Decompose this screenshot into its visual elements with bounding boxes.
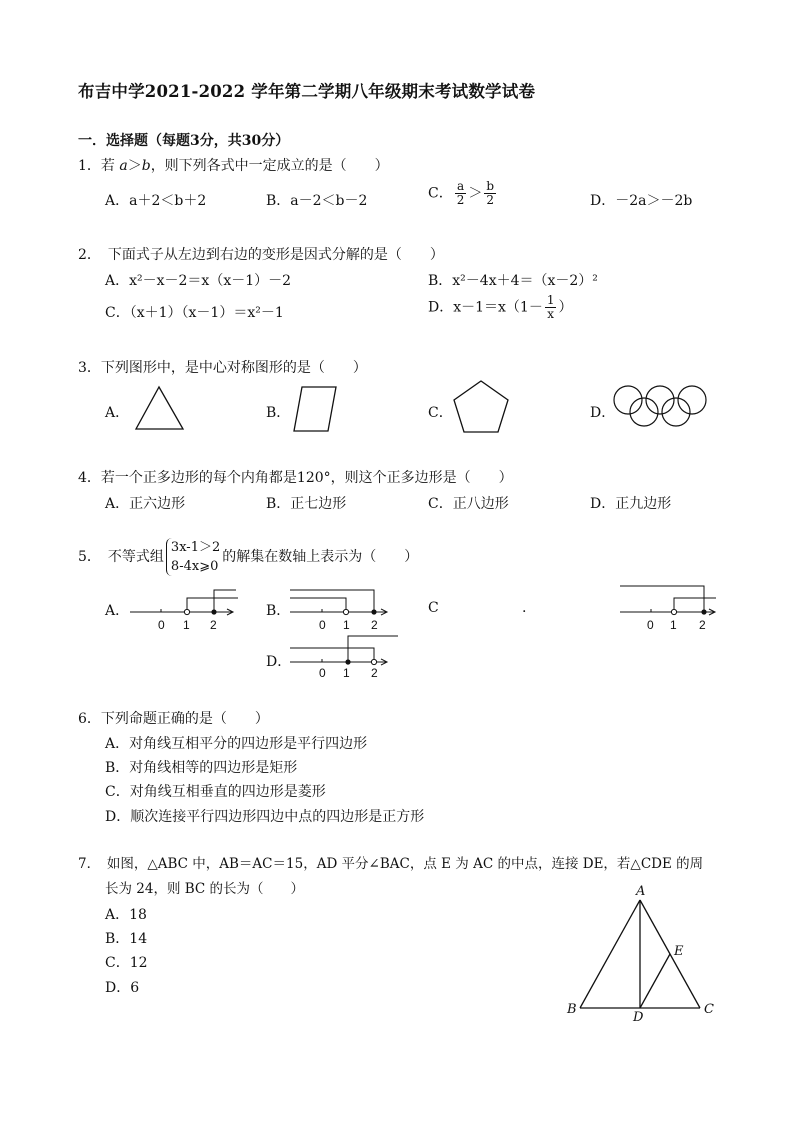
q1-c-den2: 2	[486, 193, 495, 207]
q1-c-den1: 2	[456, 193, 465, 207]
q3-option-b-label[interactable]: B．	[266, 405, 291, 421]
vertex-c-label: C	[704, 1002, 714, 1017]
vertex-a-label: A	[636, 884, 646, 899]
number-line-d	[288, 634, 398, 668]
q5d-tick-0: 0	[319, 666, 326, 680]
q5c-tick-0: 0	[647, 618, 654, 632]
q1-c-frac2	[484, 180, 496, 207]
q4-option-c[interactable]: C．正八边形	[428, 496, 509, 512]
q2-d-start: D．x－1＝x（1－	[428, 299, 543, 316]
question-5-stem	[78, 538, 418, 576]
q1-option-a[interactable]: A．a＋2＜b＋2	[105, 193, 207, 209]
olympic-rings-figure	[612, 384, 712, 430]
q5a-tick-2: 2	[210, 618, 217, 632]
q6-option-c[interactable]: C．对角线互相垂直的四边形是菱形	[105, 784, 326, 800]
triangle-figure	[135, 386, 185, 432]
section-heading: 一．选择题（每题3分，共30分）	[78, 133, 290, 149]
q1-var-b: b	[141, 158, 151, 174]
q5a-tick-0: 0	[158, 618, 165, 632]
vertex-e-label: E	[674, 944, 684, 959]
number-line-a	[128, 588, 238, 618]
q2-d-den: x	[547, 307, 555, 321]
q1-c-op: ＞	[468, 185, 483, 202]
q1-gt: ＞	[127, 158, 142, 174]
q5-option-a-label[interactable]: A．	[105, 603, 130, 619]
question-7-line-2: 长为 24，则 BC 的长为（ ）	[105, 881, 305, 897]
q2-d-frac	[545, 294, 557, 321]
page-title: 布吉中学2021-2022 学年第二学期八年级期末考试数学试卷	[78, 82, 536, 101]
question-6-stem: 6．下列命题正确的是（ ）	[78, 711, 269, 727]
q5b-tick-0: 0	[319, 618, 326, 632]
q2-option-d[interactable]	[428, 294, 572, 321]
q2-option-a[interactable]: A．x²－x－2＝x（x－1）－2	[105, 273, 292, 289]
number-line-c	[618, 584, 718, 618]
q5b-tick-1: 1	[343, 618, 350, 632]
question-1-stem	[78, 155, 389, 175]
q5a-tick-1: 1	[183, 618, 190, 632]
q1-c-label: C．	[428, 185, 453, 202]
q1-c-num2: b	[486, 179, 495, 193]
question-2-stem: 2． 下面式子从左边到右边的变形是因式分解的是（ ）	[78, 247, 444, 263]
q2-d-end: ）	[558, 299, 573, 316]
q7-option-a[interactable]: A．18	[105, 907, 147, 923]
vertex-b-label: B	[567, 1002, 577, 1017]
q5d-tick-1: 1	[343, 666, 350, 680]
q5-stem-start: 5． 不等式组	[78, 549, 164, 565]
q5c-tick-1: 1	[670, 618, 677, 632]
question-3-stem: 3．下列图形中，是中心对称图形的是（ ）	[78, 360, 367, 376]
q5-option-c-dot: .	[522, 600, 527, 616]
q1-option-d[interactable]: D．－2a＞－2b	[590, 193, 693, 209]
q1-c-frac1	[455, 180, 467, 207]
question-7-line-1: 7． 如图，△ABC 中，AB＝AC＝15，AD 平分∠BAC，点 E 为 AC 的中点，连接 DE，若△CDE 的周	[78, 856, 704, 872]
q5c-tick-2: 2	[699, 618, 706, 632]
q5d-tick-2: 2	[371, 666, 378, 680]
pentagon-figure	[452, 380, 512, 436]
q5-inequality-2: 8-4x⩾0	[170, 559, 219, 574]
q6-option-d[interactable]: D．顺次连接平行四边形四边中点的四边形是正方形	[105, 809, 425, 825]
q4-option-b[interactable]: B．正七边形	[266, 496, 347, 512]
q7-option-d[interactable]: D．6	[105, 980, 140, 996]
q3-option-d-label[interactable]: D．	[590, 405, 616, 421]
q5b-tick-2: 2	[371, 618, 378, 632]
q2-option-c[interactable]: C．（x＋1）（x－1）＝x²－1	[105, 305, 284, 321]
q6-option-b[interactable]: B．对角线相等的四边形是矩形	[105, 760, 298, 776]
q5-inequality-1: 3x-1＞2	[170, 540, 221, 555]
q3-option-c-label[interactable]: C．	[428, 405, 453, 421]
q1-stem-start: 1．若	[78, 158, 120, 174]
q1-c-num1: a	[455, 180, 467, 194]
q4-option-a[interactable]: A．正六边形	[105, 496, 186, 512]
q5-stem-end: 的解集在数轴上表示为（ ）	[222, 549, 419, 565]
q5-inequality-system	[166, 538, 220, 576]
q7-option-c[interactable]: C．12	[105, 955, 148, 971]
vertex-d-label: D	[633, 1010, 644, 1025]
q6-option-a[interactable]: A．对角线互相平分的四边形是平行四边形	[105, 736, 368, 752]
q4-option-d[interactable]: D．正九边形	[590, 496, 672, 512]
q2-d-num: 1	[546, 293, 555, 307]
q1-stem-end: ，则下列各式中一定成立的是（ ）	[150, 158, 389, 174]
number-line-b	[288, 588, 398, 618]
q1-var-a: a	[119, 158, 128, 174]
q5-option-d-label[interactable]: D．	[266, 654, 292, 670]
q2-option-b[interactable]: B．x²－4x＋4＝（x－2）²	[428, 273, 598, 289]
q1-option-c[interactable]	[428, 180, 498, 207]
question-4-stem: 4．若一个正多边形的每个内角都是120°，则这个正多边形是（ ）	[78, 470, 513, 486]
q5-option-b-label[interactable]: B．	[266, 603, 291, 619]
q3-option-a-label[interactable]: A．	[105, 405, 130, 421]
q7-option-b[interactable]: B．14	[105, 931, 148, 947]
parallelogram-figure	[292, 386, 340, 434]
q5-option-c-label[interactable]: C	[428, 600, 439, 616]
q1-option-b[interactable]: B．a－2＜b－2	[266, 193, 368, 209]
